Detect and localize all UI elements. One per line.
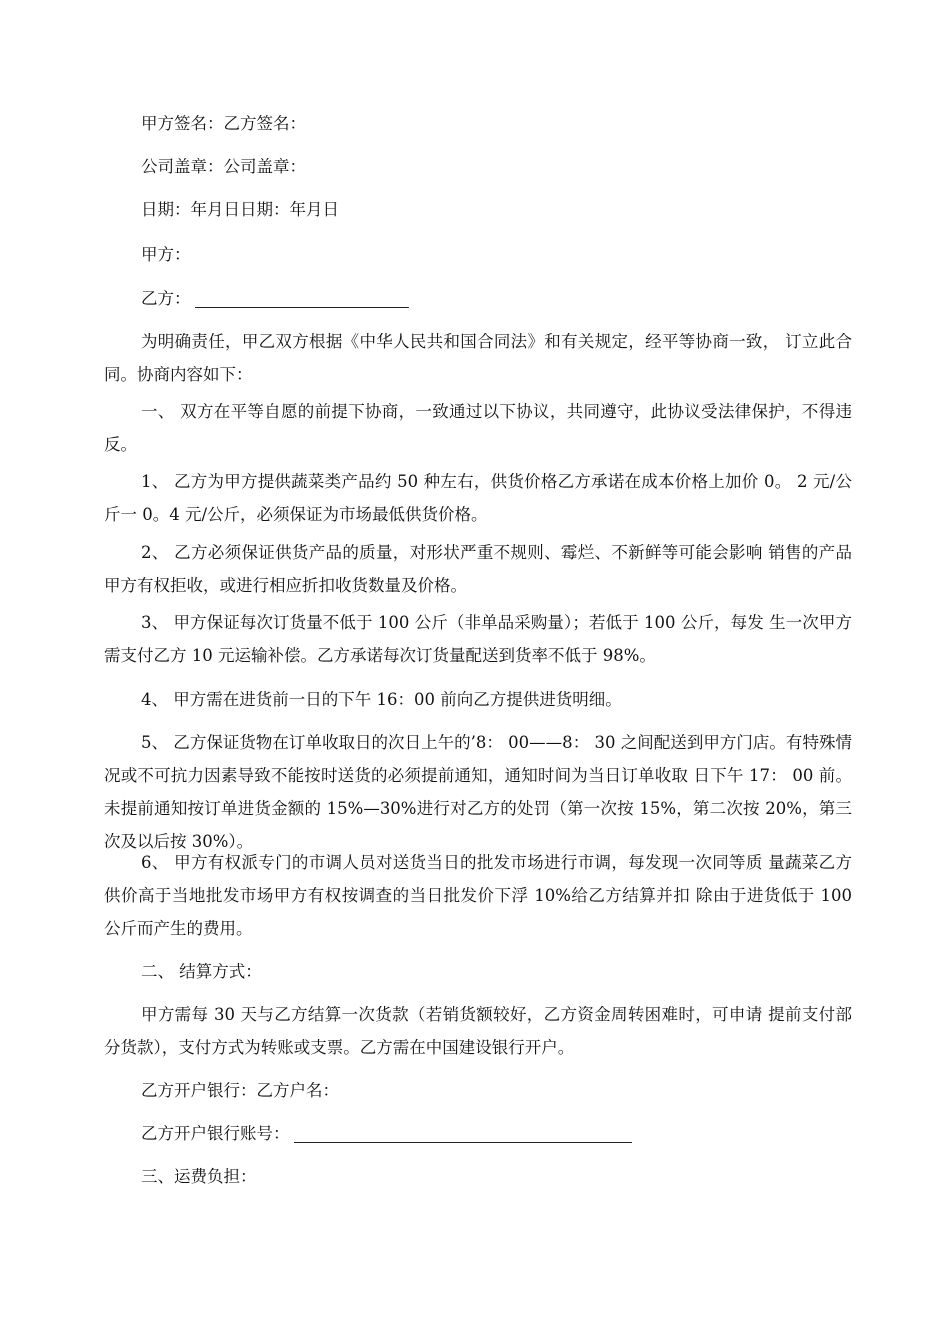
account-blank (294, 1122, 632, 1143)
party-b-blank (195, 287, 409, 308)
section1-heading: 一、 双方在平等自愿的前提下协商，一致通过以下协议，共同遵守，此协议受法律保护，不得违反。 (104, 402, 852, 454)
clause-3: 3、 甲方保证每次订货量不低于 100 公斤（非单品采购量）；若低于 100 公斤，每发 生一次甲方需支付乙方 10 元运输补偿。乙方承诺每次订货量配送到货率不低于 98%。 (104, 613, 852, 665)
bank-line: 乙方开户银行：乙方户名： (141, 1081, 339, 1100)
party-b-row (104, 282, 852, 315)
section2-heading: 二、 结算方式： (141, 962, 262, 981)
party-b-label: 乙方： (141, 289, 191, 308)
clause-2: 2、 乙方必须保证供货产品的质量，对形状严重不规则、霉烂、不新鲜等可能会影响 销售的产品甲方有权拒收，或进行相应折扣收货数量及价格。 (104, 543, 852, 595)
clause-1: 1、 乙方为甲方提供蔬菜类产品约 50 种左右，供货价格乙方承诺在成本价格上加价 0。 2 元/公斤一 0。4 元/公斤，必须保证为市场最低供货价格。 (104, 472, 852, 524)
party-a-label: 甲方： (141, 245, 191, 264)
account-row (104, 1117, 852, 1150)
signature-line: 甲方签名：乙方签名： (141, 114, 306, 133)
seal-line: 公司盖章：公司盖章： (141, 157, 306, 176)
account-label: 乙方开户银行账号： (141, 1124, 290, 1143)
section3-heading: 三、运费负担： (141, 1167, 257, 1186)
settlement-text: 甲方需每 30 天与乙方结算一次货款（若销货额较好，乙方资金周转困难时，可申请 提前支付部分货款），支付方式为转账或支票。乙方需在中国建设银行开户。 (104, 1005, 852, 1057)
clause-6: 6、 甲方有权派专门的市调人员对送货当日的批发市场进行市调，每发现一次同等质 量蔬菜乙方供价高于当地批发市场甲方有权按调查的当日批发价下浮 10%给乙方结算并扣 除由于进货低于 100 公斤而产生的费用。 (104, 853, 852, 938)
contract-intro: 为明确责任，甲乙双方根据《中华人民共和国合同法》和有关规定，经平等协商一致， 订立此合同。协商内容如下： (104, 332, 852, 384)
date-line: 日期：年月日日期：年月日 (141, 200, 339, 219)
clause-5: 5、 乙方保证货物在订单收取日的次日上午的’8： 00——8： 30 之间配送到甲方门店。有特殊情况或不可抗力因素导致不能按时送货的必须提前通知，通知时间为当日订单收取 日下午 17： 00 前。未提前通知按订单进货金额的 15%—30%进行对乙方的处罚（第一次按 15%，第二次按 20%，第三次及以后按 30%）。 (104, 733, 852, 851)
clause-4: 4、 甲方需在进货前一日的下午 16：00 前向乙方提供进货明细。 (141, 690, 622, 709)
